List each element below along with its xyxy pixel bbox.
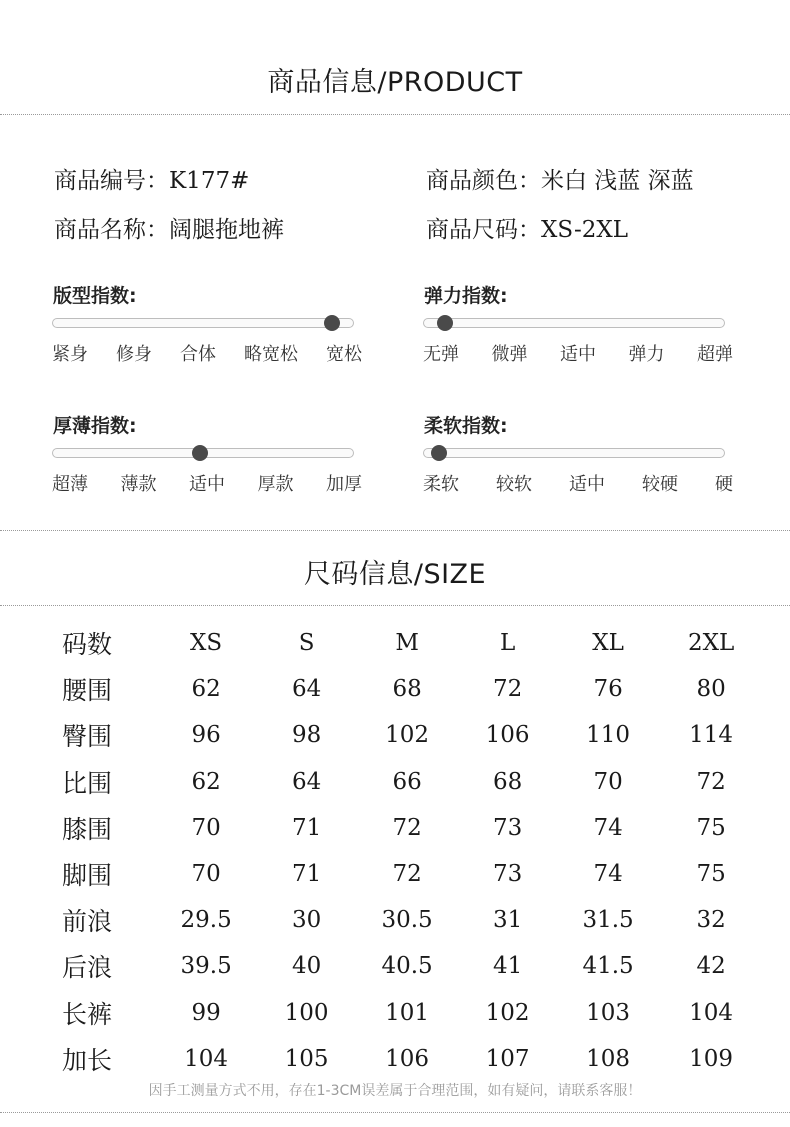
table-cell: 31.5	[582, 907, 634, 934]
header-cell: L	[499, 630, 516, 657]
table-cell: 101	[385, 999, 430, 1026]
table-row	[50, 666, 760, 712]
index-fit-option: 紧身	[52, 344, 88, 365]
index-softness-option: 硬	[715, 474, 733, 495]
index-softness-title: 柔软指数:	[424, 415, 508, 437]
divider-bottom	[0, 1112, 790, 1113]
index-fit-option: 修身	[116, 344, 152, 365]
size-section-heading: 尺码信息/SIZE	[303, 559, 487, 590]
table-cell: 29.5	[180, 907, 232, 934]
index-fit-title: 版型指数:	[53, 285, 137, 307]
table-cell: 70	[593, 768, 623, 795]
table-cell: 68	[492, 768, 523, 795]
index-fit-option: 略宽松	[244, 344, 298, 365]
table-cell: 106	[385, 1045, 430, 1072]
product-size-label: 商品尺码：	[426, 217, 541, 243]
index-elasticity-track	[423, 318, 725, 328]
table-cell: 72	[696, 768, 726, 795]
table-cell: 前浪	[62, 907, 113, 937]
index-elasticity-knob	[437, 315, 453, 331]
index-thickness-option: 适中	[189, 474, 225, 495]
index-thickness-option: 加厚	[326, 474, 362, 495]
table-cell: 腰围	[62, 676, 113, 706]
product-color-label: 商品颜色：	[426, 168, 541, 194]
table-cell: 长裤	[62, 999, 113, 1029]
index-softness-option: 较软	[496, 474, 532, 495]
index-thickness-option: 厚款	[257, 474, 294, 495]
table-cell: 103	[586, 999, 631, 1026]
table-cell: 71	[291, 814, 322, 841]
table-cell: 72	[392, 814, 422, 841]
table-cell: 42	[696, 953, 726, 980]
size-table-header	[50, 620, 760, 666]
table-row	[50, 805, 760, 851]
index-thickness-title: 厚薄指数:	[53, 415, 137, 437]
index-softness-track	[423, 448, 725, 458]
table-row	[50, 943, 760, 989]
table-cell: 76	[593, 676, 623, 703]
table-cell: 40.5	[381, 953, 433, 980]
table-cell: 70	[191, 861, 221, 888]
table-cell: 41.5	[582, 953, 634, 980]
table-cell: 66	[392, 768, 422, 795]
table-cell: 31	[492, 907, 523, 934]
table-cell: 30.5	[381, 907, 433, 934]
index-elasticity-option: 适中	[560, 344, 596, 365]
table-cell: 41	[492, 953, 523, 980]
table-cell: 109	[689, 1045, 734, 1072]
index-fit-track	[52, 318, 354, 328]
table-cell: 32	[696, 907, 726, 934]
index-thickness-option: 超薄	[52, 474, 88, 495]
header-cell: M	[395, 630, 419, 657]
table-cell: 107	[485, 1045, 530, 1072]
table-cell: 106	[485, 722, 530, 749]
index-fit-option: 宽松	[326, 344, 362, 365]
table-cell: 40	[291, 953, 322, 980]
table-cell: 膝围	[62, 814, 113, 844]
table-cell: 72	[392, 861, 422, 888]
index-elasticity-option: 超弹	[697, 344, 733, 365]
table-cell: 73	[492, 814, 523, 841]
table-cell: 74	[593, 861, 623, 888]
index-fit-option: 合体	[180, 344, 216, 365]
index-softness-option: 较硬	[642, 474, 678, 495]
table-cell: 99	[191, 999, 221, 1026]
table-cell: 70	[191, 814, 221, 841]
product-code	[54, 162, 249, 195]
table-cell: 62	[191, 676, 221, 703]
header-cell: S	[298, 630, 315, 657]
table-cell: 68	[392, 676, 422, 703]
index-elasticity-option: 无弹	[423, 344, 459, 365]
table-cell: 后浪	[62, 953, 113, 983]
table-row	[50, 1036, 760, 1082]
table-cell: 64	[291, 768, 322, 795]
index-fit-options	[52, 340, 362, 366]
product-name-label: 商品名称：	[54, 217, 169, 243]
table-cell: 加长	[62, 1045, 113, 1075]
table-cell: 脚围	[62, 861, 113, 891]
table-cell: 104	[184, 1045, 229, 1072]
table-cell: 72	[492, 676, 523, 703]
product-code-label: 商品编号：	[54, 168, 169, 194]
table-cell: 96	[191, 722, 221, 749]
index-softness-knob	[431, 445, 447, 461]
table-cell: 比围	[62, 768, 113, 798]
table-cell: 110	[586, 722, 631, 749]
table-cell: 114	[689, 722, 734, 749]
table-cell: 39.5	[180, 953, 232, 980]
index-elasticity-options	[423, 340, 733, 366]
table-cell: 105	[284, 1045, 329, 1072]
table-cell: 100	[284, 999, 329, 1026]
index-thickness-option: 薄款	[120, 474, 157, 495]
header-cell: 码数	[62, 630, 113, 660]
index-elasticity-option: 微弹	[491, 344, 528, 365]
table-row	[50, 851, 760, 897]
index-softness-options	[423, 470, 733, 496]
product-size-value: XS-2XL	[541, 217, 629, 243]
table-cell: 73	[492, 861, 523, 888]
table-cell: 臀围	[62, 722, 113, 752]
product-name	[54, 211, 284, 244]
index-thickness-knob	[192, 445, 208, 461]
table-cell: 102	[485, 999, 530, 1026]
table-cell: 64	[291, 676, 322, 703]
header-cell: 2XL	[687, 630, 735, 657]
index-elasticity-option: 弹力	[628, 344, 665, 365]
table-row	[50, 897, 760, 943]
size-table	[50, 620, 760, 1082]
table-cell: 104	[689, 999, 734, 1026]
index-elasticity-title: 弹力指数:	[424, 285, 508, 307]
header-cell: XL	[592, 630, 624, 657]
table-cell: 108	[586, 1045, 631, 1072]
table-cell: 71	[291, 861, 322, 888]
product-size	[426, 211, 628, 244]
divider-size	[0, 605, 790, 606]
product-color	[426, 162, 694, 195]
table-row	[50, 712, 760, 758]
table-cell: 102	[385, 722, 430, 749]
index-thickness-options	[52, 470, 362, 496]
product-color-value: 米白 浅蓝 深蓝	[541, 168, 694, 194]
table-cell: 74	[593, 814, 623, 841]
header-cell: XS	[190, 630, 223, 657]
divider-middle	[0, 530, 790, 531]
product-name-value: 阔腿拖地裤	[169, 217, 284, 243]
table-cell: 80	[696, 676, 726, 703]
table-cell: 62	[191, 768, 221, 795]
table-cell: 30	[291, 907, 322, 934]
product-section-heading: 商品信息/PRODUCT	[267, 67, 523, 98]
table-cell: 75	[696, 861, 726, 888]
index-thickness-track	[52, 448, 354, 458]
product-code-value: K177#	[169, 168, 250, 194]
index-fit-knob	[324, 315, 340, 331]
index-softness-option: 适中	[569, 474, 605, 495]
measurement-note: 因手工测量方式不用，存在1-3CM误差属于合理范围，如有疑问，请联系客服！	[148, 1083, 642, 1099]
table-cell: 75	[696, 814, 726, 841]
table-row	[50, 759, 760, 805]
table-cell: 98	[291, 722, 322, 749]
table-row	[50, 990, 760, 1036]
divider-top	[0, 114, 790, 115]
index-softness-option: 柔软	[423, 474, 459, 495]
